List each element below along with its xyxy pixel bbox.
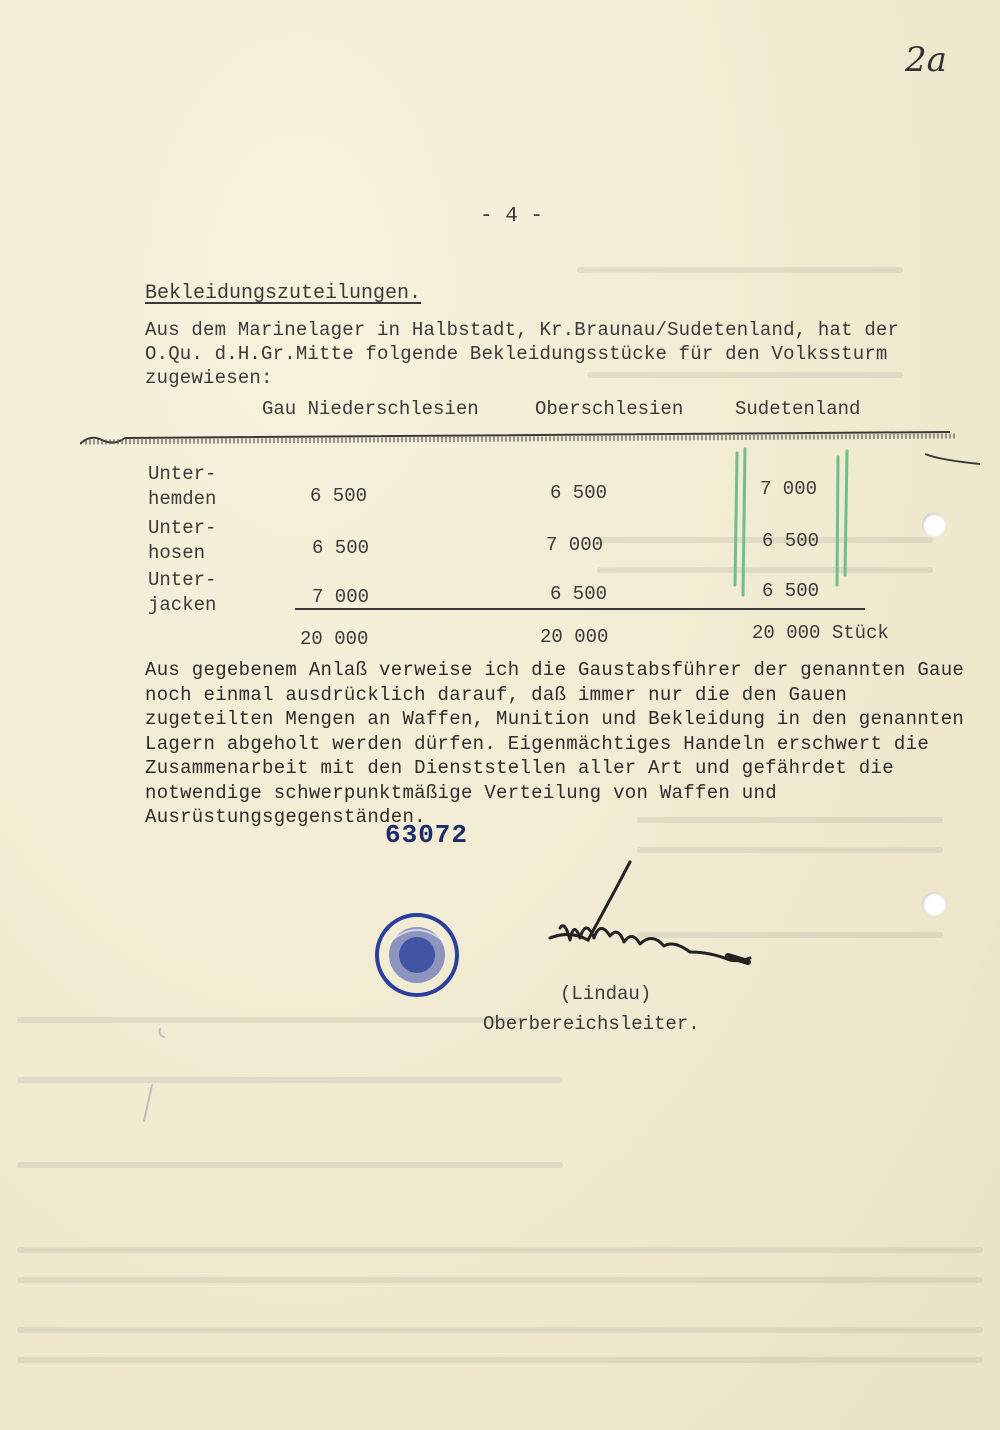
column-header-niederschlesien: Gau Niederschlesien (262, 398, 479, 420)
section-heading: Bekleidungszuteilungen. (145, 282, 422, 305)
table-cell: 7 000 (760, 478, 818, 500)
pencil-marks (130, 1025, 190, 1125)
table-cell: 6 500 (312, 537, 370, 559)
table-cell: 6 500 (762, 580, 820, 602)
handwritten-signature (540, 860, 770, 980)
column-header-sudetenland: Sudetenland (735, 398, 861, 420)
total-sudetenland: 20 000 Stück (752, 622, 889, 644)
signature-title: Oberbereichsleiter. (483, 1013, 700, 1035)
table-cell: 6 500 (762, 530, 820, 552)
table-cell: 6 500 (310, 485, 368, 507)
table-cell: 7 000 (312, 586, 370, 608)
row-label-unterhosen: Unter- hosen (148, 517, 217, 564)
row-label-unterhemden: Unter- hemden (148, 463, 217, 510)
table-cell: 7 000 (546, 534, 604, 556)
signature-name: (Lindau) (560, 983, 652, 1005)
body-paragraph: Aus gegebenem Anlaß verweise ich die Gaustabsführer der genannten Gaue noch einmal ausdrücklich darauf, daß immer nur die den Gauen zugeteilten Mengen an Waffen, Munition und Bekleidung in den genannten Lagern abgeholt werden dürfen. Eigenmächtiges Handeln erschwert die Zusammenarbeit mit den Dienststellen aller Art und gefährdet die notwendige schwerpunktmäßige Verteilung von Waffen und Ausrüstungsgegenständen. (145, 659, 965, 828)
intro-text: Aus dem Marinelager in Halbstadt, Kr.Braunau/Sudetenland, hat der O.Qu. d.H.Gr.Mitte folgende Bekleidungsstücke für den Volkssturm zugewiesen: (145, 319, 900, 389)
row-label-unterjacken: Unter- jacken (148, 569, 217, 616)
page-number: - 4 - (480, 205, 544, 228)
total-niederschlesien: 20 000 (300, 628, 369, 650)
table-cell: 6 500 (550, 482, 608, 504)
handwritten-note: 2a (905, 40, 947, 80)
official-stamp (372, 910, 462, 1000)
column-header-oberschlesien: Oberschlesien (535, 398, 684, 420)
binder-hole (922, 892, 946, 916)
document-number: 63072 (385, 820, 469, 850)
binder-hole (922, 513, 946, 537)
total-oberschlesien: 20 000 (540, 626, 609, 648)
table-cell: 6 500 (550, 583, 608, 605)
green-pencil-marks (725, 445, 865, 615)
